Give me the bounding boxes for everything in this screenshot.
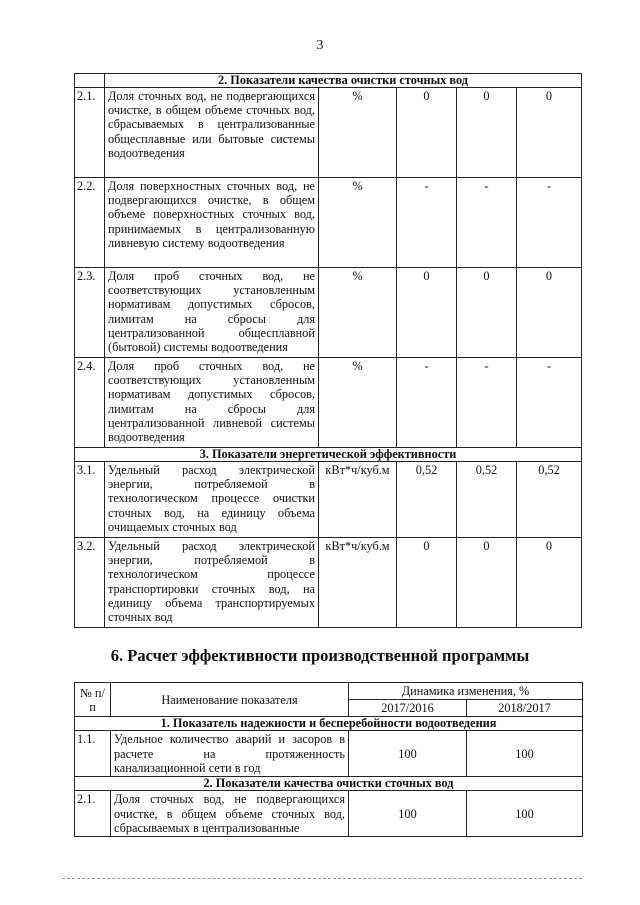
table-row [75,268,582,358]
section-header-row [75,717,583,731]
value-cell: - [397,178,457,268]
efficiency-table [74,682,583,837]
indicator-name: Доля проб сточных вод, не соответствующих установленным нормативам допустимых сбросов, лимитам на сбросы для централизованной ливневой системы водоотведения [105,358,319,448]
value-cell: - [397,358,457,448]
value-cell: - [517,178,582,268]
indicator-name: Удельное количество аварий и засоров в расчете на протяженность канализационной сети в год [111,731,349,777]
indicator-name: Доля сточных вод, не подвергающихся очистке, в общем объеме сточных вод, сбрасываемых в централизованные [111,791,349,837]
value-cell: 0 [457,268,517,358]
value-cell: 100 [467,731,583,777]
indicator-name: Доля проб сточных вод, не соответствующих установленным нормативам допустимых сбросов, лимитам на сбросы для централизованной общесплавной (бытовой) системы водоотведения [105,268,319,358]
unit-cell: кВт*ч/куб.м [319,462,397,538]
unit-cell: % [319,178,397,268]
section-2-title: 2. Показатели качества очистки сточных вод [105,74,582,88]
table-row [75,462,582,538]
row-number: 3.1. [75,462,105,538]
section-1-title: 1. Показатель надежности и бесперебойности водоотведения [75,717,583,731]
unit-cell: % [319,268,397,358]
row-number: 2.2. [75,178,105,268]
header-row [75,683,583,700]
table-row [75,88,582,178]
section-3-title: 3. Показатели энергетической эффективности [75,448,582,462]
value-cell: 0,52 [397,462,457,538]
value-cell: 0 [397,538,457,628]
indicator-name: Доля сточных вод, не подвергающихся очистке, в общем объеме сточных вод, сбрасываемых в централизованные общесплавные или бытовые системы водоотведения [105,88,319,178]
row-number: 2.4. [75,358,105,448]
page-number: 3 [316,38,324,53]
value-cell: 0 [517,538,582,628]
table-row [75,358,582,448]
indicator-name: Удельный расход электрической энергии, потребляемой в технологическом процессе транспортировки сточных вод, на единицу объема транспортируемых сточных вод [105,538,319,628]
column-header-number: № п/п [75,683,111,717]
value-cell: 100 [349,731,467,777]
table-row [75,538,582,628]
value-cell: - [457,178,517,268]
row-number: 1.1. [75,731,111,777]
page-bottom-divider [62,878,582,879]
row-number: 3.2. [75,538,105,628]
row-number: 2.3. [75,268,105,358]
value-cell: - [517,358,582,448]
section-heading: 6. Расчет эффективности производственной программы [110,646,530,665]
value-cell: 0 [517,88,582,178]
table-row [75,791,583,837]
column-header-year-1: 2017/2016 [349,700,467,717]
section-2-title: 2. Показатели качества очистки сточных вод [75,777,583,791]
indicator-name: Доля поверхностных сточных вод, не подвергающихся очистке, в общем объеме поверхностных сточных вод, принимаемых в централизованную ливневую систему водоотведения [105,178,319,268]
value-cell: 100 [467,791,583,837]
indicators-table [74,73,582,628]
column-header-name: Наименование показателя [111,683,349,717]
column-header-year-2: 2018/2017 [467,700,583,717]
value-cell: - [457,358,517,448]
unit-cell: % [319,358,397,448]
value-cell: 0 [517,268,582,358]
section-header-row [75,74,582,88]
unit-cell: % [319,88,397,178]
column-header-dynamics: Динамика изменения, % [349,683,583,700]
section-header-row [75,448,582,462]
table-row [75,178,582,268]
unit-cell: кВт*ч/куб.м [319,538,397,628]
row-number: 2.1. [75,88,105,178]
value-cell: 0 [397,268,457,358]
section-header-row [75,777,583,791]
row-number: 2.1. [75,791,111,837]
value-cell: 0 [457,538,517,628]
indicator-name: Удельный расход электрической энергии, потребляемой в технологическом процессе очистки сточных вод, на единицу объема очищаемых сточных вод [105,462,319,538]
value-cell: 0 [457,88,517,178]
value-cell: 0 [397,88,457,178]
table-row [75,731,583,777]
value-cell: 0,52 [517,462,582,538]
value-cell: 100 [349,791,467,837]
value-cell: 0,52 [457,462,517,538]
